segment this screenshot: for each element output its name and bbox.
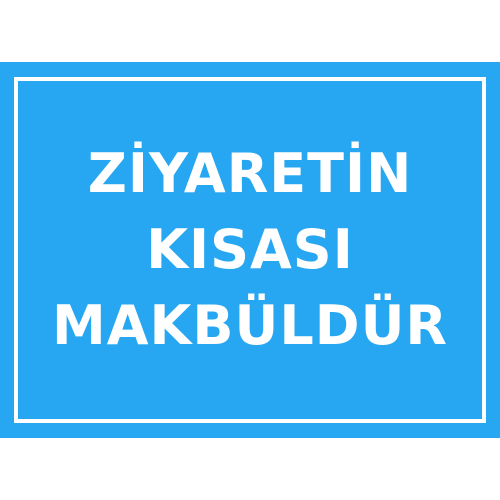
sign-text [0,62,500,438]
sign-line-2: KISASI [146,218,354,281]
sign-line-3: MAKBÜLDÜR [51,294,449,357]
sign-panel [0,62,500,438]
sign-line-1: ZİYARETİN [87,142,413,205]
